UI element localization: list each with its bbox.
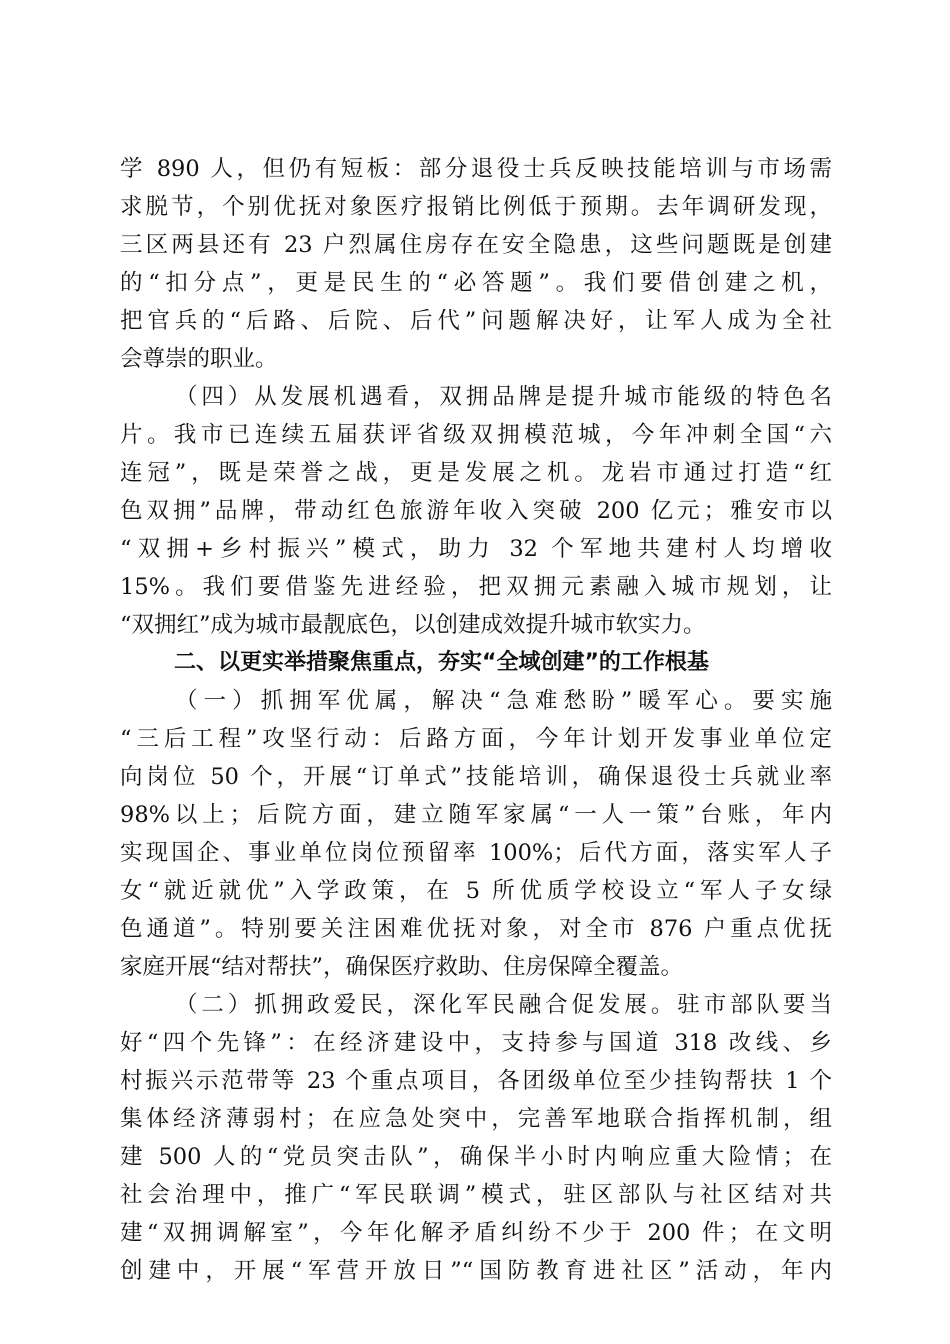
- text-line: “双拥+乡村振兴”模式，助力 32 个军地共建村人均增收: [120, 536, 832, 562]
- text-line: 片。我市已连续五届获评省级双拥模范城，今年冲刺全国“六: [120, 422, 832, 448]
- text-line: 创建中，开展“军营开放日”“国防教育进社区”活动，年内: [120, 1258, 832, 1284]
- paragraph-support-government: [120, 986, 832, 1290]
- text-line: 学 890 人，但仍有短板：部分退役士兵反映技能培训与市场需: [120, 156, 832, 182]
- text-line: 建“双拥调解室”，今年化解矛盾纠纷不少于 200 件；在文明: [120, 1220, 832, 1246]
- text-line: 社会治理中，推广“军民联调”模式，驻区部队与社区结对共: [120, 1182, 832, 1208]
- text-line: 色双拥”品牌，带动红色旅游年收入突破 200 亿元；雅安市以: [120, 498, 832, 524]
- text-line: 把官兵的“后路、后院、后代”问题解决好，让军人成为全社: [120, 308, 832, 334]
- paragraph-development-opportunity: [120, 378, 832, 644]
- text-line: 女“就近就优”入学政策，在 5 所优质学校设立“军人子女绿: [120, 878, 832, 904]
- text-line: 98%以上；后院方面，建立随军家属“一人一策”台账，年内: [120, 802, 832, 828]
- text-line: 的“扣分点”，更是民生的“必答题”。我们要借创建之机，: [120, 270, 832, 296]
- text-line: 连冠”，既是荣誉之战，更是发展之机。龙岩市通过打造“红: [120, 460, 832, 486]
- text-line: （一）抓拥军优属，解决“急难愁盼”暖军心。要实施: [175, 688, 832, 714]
- text-line: 建 500 人的“党员突击队”，确保半小时内响应重大险情；在: [120, 1144, 832, 1170]
- text-line: 15%。我们要借鉴先进经验，把双拥元素融入城市规划，让: [120, 574, 832, 600]
- text-line: 会尊崇的职业。: [120, 346, 278, 372]
- text-line: 家庭开展“结对帮扶”，确保医疗救助、住房保障全覆盖。: [120, 954, 684, 980]
- text-line: 向岗位 50 个，开展“订单式”技能培训，确保退役士兵就业率: [120, 764, 832, 790]
- text-line: 三区两县还有 23 户烈属住房存在安全隐患，这些问题既是创建: [120, 232, 832, 258]
- text-line: “双拥红”成为城市最靓底色，以创建成效提升城市软实力。: [120, 612, 706, 638]
- text-line: “三后工程”攻坚行动：后路方面，今年计划开发事业单位定: [120, 726, 832, 752]
- text-line: 求脱节，个别优抚对象医疗报销比例低于预期。去年调研发现，: [120, 194, 832, 220]
- text-line: 色通道”。特别要关注困难优抚对象，对全市 876 户重点优抚: [120, 916, 832, 942]
- text-line: 集体经济薄弱村；在应急处突中，完善军地联合指挥机制，组: [120, 1106, 832, 1132]
- document-body: [120, 150, 832, 1290]
- paragraph-support-military: [120, 682, 832, 986]
- paragraph-continued: [120, 150, 832, 378]
- text-line: 村振兴示范带等 23 个重点项目，各团级单位至少挂钩帮扶 1 个: [120, 1068, 832, 1094]
- text-line: （四）从发展机遇看，双拥品牌是提升城市能级的特色名: [175, 384, 832, 410]
- section-heading: 二、以更实举措聚焦重点，夯实“全域创建”的工作根基: [174, 650, 709, 675]
- text-line: 好“四个先锋”：在经济建设中，支持参与国道 318 改线、乡: [120, 1030, 832, 1056]
- text-line: 实现国企、事业单位岗位预留率 100%；后代方面，落实军人子: [120, 840, 832, 866]
- text-line: （二）抓拥政爱民，深化军民融合促发展。驻市部队要当: [175, 992, 832, 1018]
